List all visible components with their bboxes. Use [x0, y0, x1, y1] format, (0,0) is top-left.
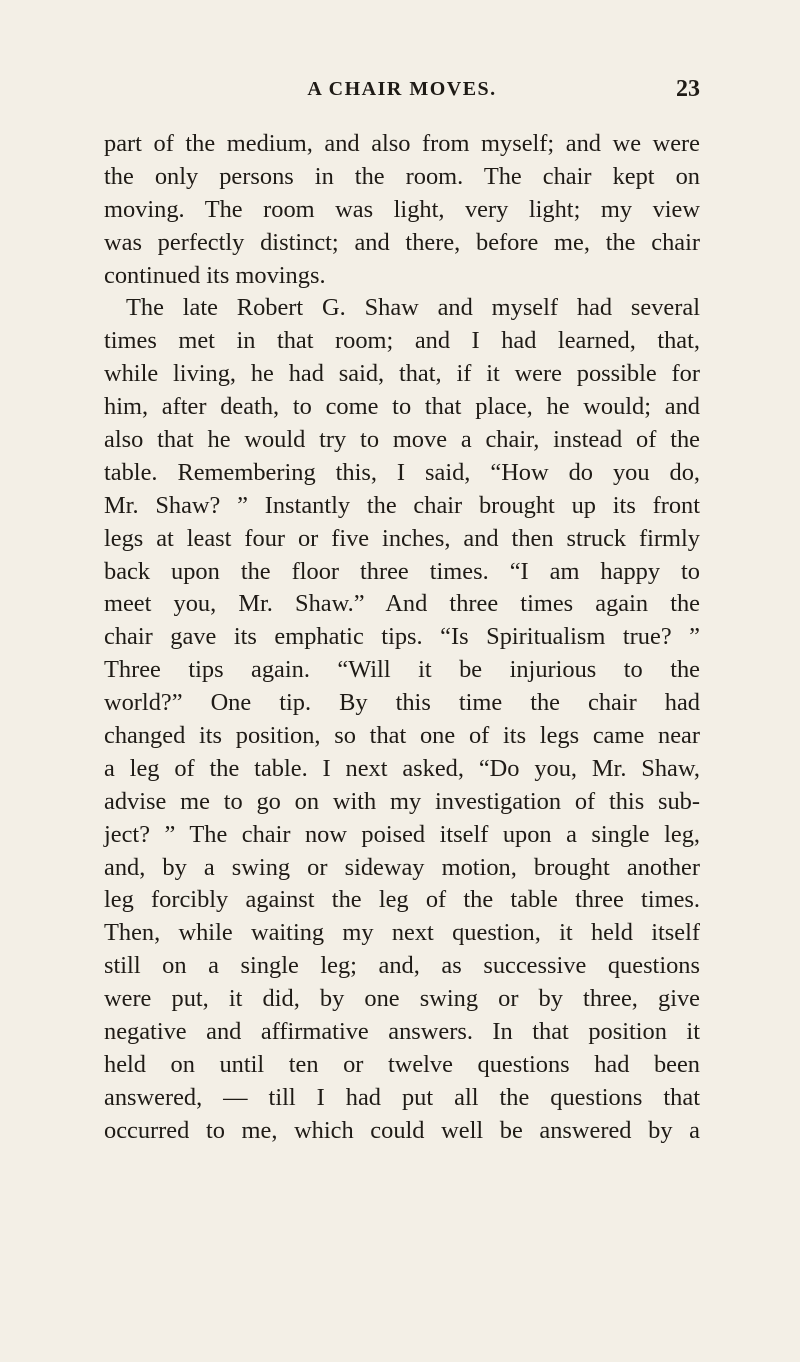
text-line: negative and affirmative answers. In that position it [104, 1018, 700, 1046]
text-line: the only persons in the room. The chair kept on [104, 162, 700, 190]
text-line: table. Remembering this, I said, “How do you do, [104, 458, 700, 486]
text-line: Then, while waiting my next question, it held itself [104, 919, 700, 947]
text-line: a leg of the table. I next asked, “Do you, Mr. Shaw, [104, 754, 700, 782]
text-line: was perfectly distinct; and there, before me, the chair [104, 228, 700, 256]
text-line: continued its movings. [104, 261, 326, 289]
text-line: answered, — till I had put all the questions that [104, 1083, 700, 1111]
text-line: leg forcibly against the leg of the table three times. [104, 886, 700, 914]
text-line: legs at least four or five inches, and then struck firmly [104, 524, 700, 552]
text-line: occurred to me, which could well be answered by a [104, 1116, 700, 1144]
text-line: held on until ten or twelve questions had been [104, 1050, 700, 1078]
text-line: times met in that room; and I had learned, that, [104, 327, 700, 355]
text-line: still on a single leg; and, as successive questions [104, 952, 700, 980]
text-line: Three tips again. “Will it be injurious to the [104, 656, 700, 684]
text-line: world?” One tip. By this time the chair had [104, 689, 700, 717]
text-line: The late Robert G. Shaw and myself had several [126, 294, 700, 322]
text-line: back upon the floor three times. “I am happy to [104, 557, 700, 585]
text-line: while living, he had said, that, if it were possible for [104, 360, 700, 388]
text-line: chair gave its emphatic tips. “Is Spiritualism true? ” [104, 623, 700, 651]
text-line: were put, it did, by one swing or by three, give [104, 985, 700, 1013]
page-number: 23 [676, 76, 700, 102]
running-title: A CHAIR MOVES. [307, 78, 497, 100]
body-text [104, 128, 700, 1148]
text-line: also that he would try to move a chair, instead of the [104, 426, 700, 454]
text-line: part of the medium, and also from myself; and we were [104, 130, 700, 157]
text-line: ject? ” The chair now poised itself upon a single leg, [104, 820, 700, 848]
text-line: changed its position, so that one of its legs came near [104, 722, 700, 750]
text-line: Mr. Shaw? ” Instantly the chair brought up its front [104, 491, 700, 519]
running-head [104, 76, 700, 106]
text-line: and, by a swing or sideway motion, brought another [104, 853, 700, 881]
text-line: him, after death, to come to that place, he would; and [104, 393, 700, 421]
text-line: advise me to go on with my investigation of this sub- [104, 787, 700, 815]
text-line: meet you, Mr. Shaw.” And three times again the [104, 590, 700, 618]
text-line: moving. The room was light, very light; my view [104, 195, 700, 223]
